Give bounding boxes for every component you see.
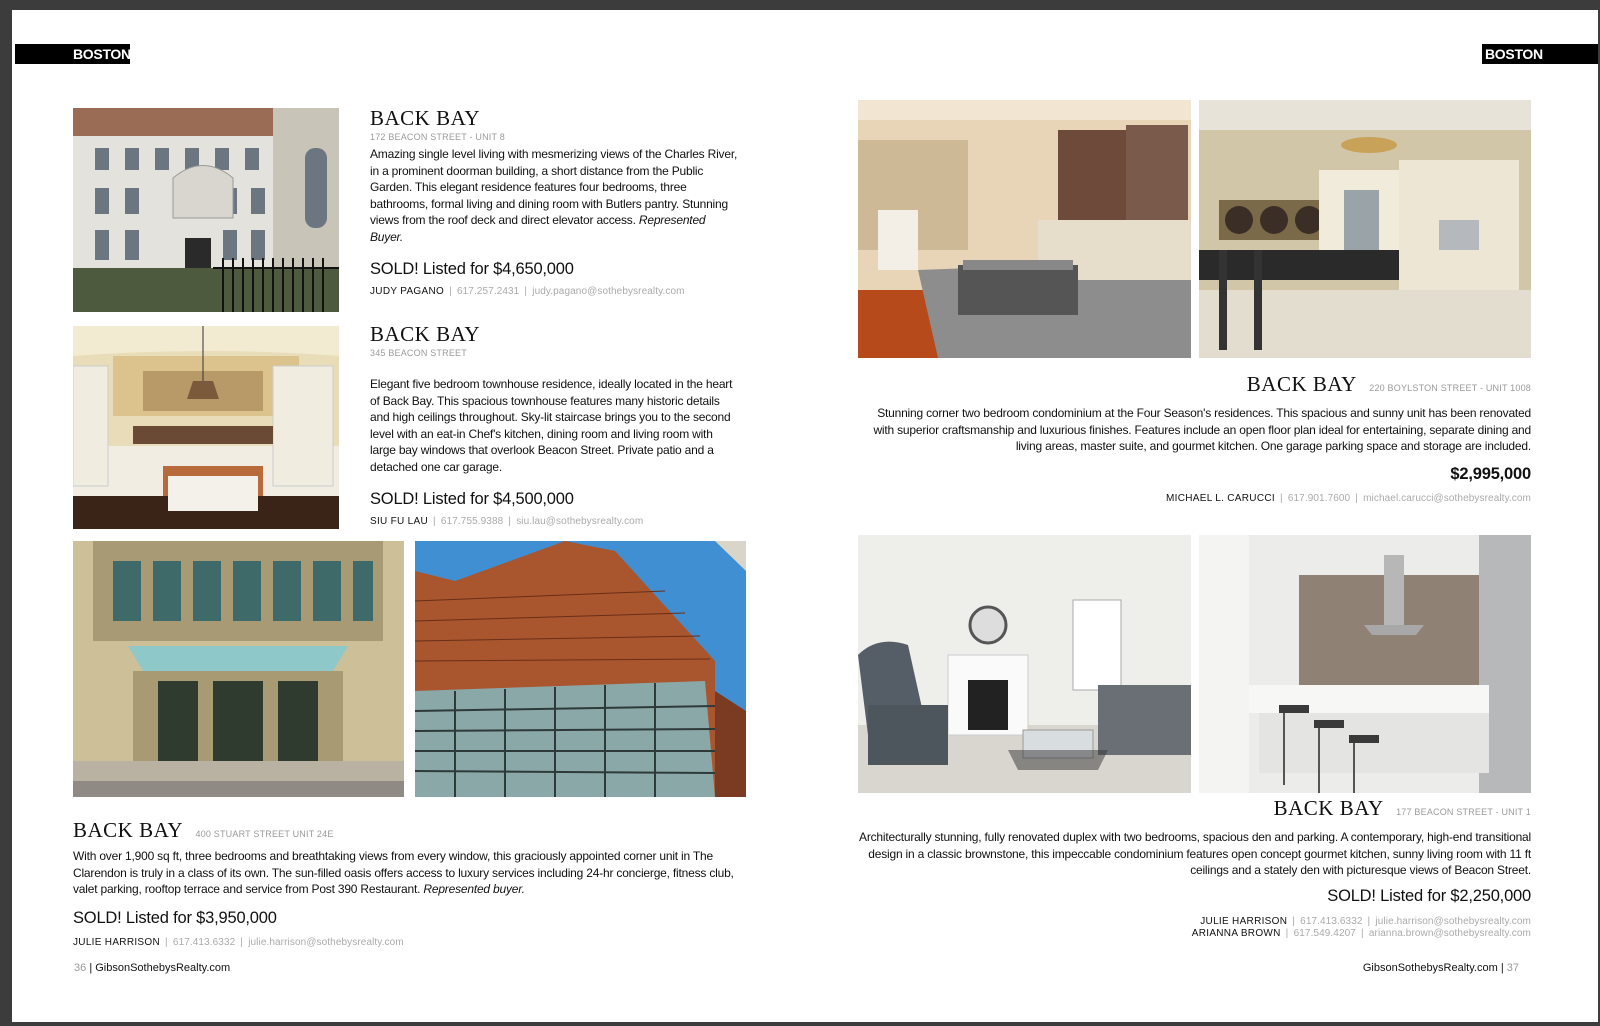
agent-name: MICHAEL L. CARUCCI	[1166, 492, 1275, 504]
footer-site-link[interactable]: GibsonSothebysRealty.com	[95, 962, 231, 974]
listing-2-agent: SIU FU LAU | 617.755.9388 | siu.lau@sothebysrealty.com	[370, 515, 644, 527]
agent-email[interactable]: arianna.brown@sothebysrealty.com	[1368, 927, 1531, 939]
footer-divider: |	[1500, 962, 1504, 974]
listing-3-title: BACK BAY	[73, 818, 184, 842]
listing-4-description: Stunning corner two bedroom condominium at the Four Season's residences. This spacious and sunny unit has been renovated with superior craftsmanship and luxurious finishes. Features include an open floor plan ideal for entertaining, separate dining and living areas, master suite, and gourmet kitchen. One garage parking space and storage are included.	[873, 406, 1531, 454]
listing-1-price: SOLD! Listed for $4,650,000	[370, 259, 574, 278]
agent-phone: 617.755.9388	[440, 515, 504, 527]
listing-3-price: SOLD! Listed for $3,950,000	[73, 908, 277, 927]
section-tag-right: BOSTON	[1482, 44, 1598, 64]
agent-name: ARIANNA BROWN	[1191, 927, 1281, 939]
page-sheet	[12, 10, 1598, 1022]
listing-3-address: 400 STUART STREET UNIT 24E	[195, 829, 334, 839]
listing-4-photo-kitchen	[1199, 100, 1531, 358]
listing-5-photo-living	[858, 535, 1191, 793]
listing-2-photo-kitchen	[73, 326, 339, 529]
listing-1-address: 172 BEACON STREET - UNIT 8	[370, 132, 505, 142]
listing-4-price: $2,995,000	[1450, 464, 1531, 483]
listing-1-photo-building	[73, 108, 339, 312]
agent-phone: 617.549.4207	[1293, 927, 1356, 939]
footer-divider: |	[89, 962, 93, 974]
agent-phone: 617.413.6332	[1300, 915, 1363, 927]
listing-5-price: SOLD! Listed for $2,250,000	[1327, 886, 1531, 905]
agent-name: SIU FU LAU	[370, 515, 429, 527]
listing-1-title: BACK BAY	[370, 106, 481, 130]
agent-phone: 617.413.6332	[172, 936, 236, 948]
listing-4-agent: MICHAEL L. CARUCCI | 617.901.7600 | michael.carucci@sothebysrealty.com	[1166, 492, 1531, 504]
listing-3-text	[73, 818, 748, 948]
agent-name: JULIE HARRISON	[1200, 915, 1288, 927]
listing-3-photo-tower	[415, 541, 746, 797]
agent-phone: 617.901.7600	[1287, 492, 1351, 504]
listing-5-photo-kitchen	[1199, 535, 1531, 793]
listing-2-price: SOLD! Listed for $4,500,000	[370, 489, 574, 508]
listing-3-description: With over 1,900 sq ft, three bedrooms and breathtaking views from every window, this graciously appointed corner unit in The Clarendon is truly in a class of its own. The sun-filled oasis offers access to luxury services including 24-hr concierge, fitness club, valet parking, rooftop terrace and service from Post 390 Restaurant. Represented buyer.	[73, 849, 734, 897]
listing-5-agent-1: JULIE HARRISON | 617.413.6332 | julie.harrison@sothebysrealty.com	[1200, 915, 1531, 927]
footer-left	[74, 962, 230, 974]
listing-1-description: Amazing single level living with mesmerizing views of the Charles River, in a prominent doorman building, a short distance from the Public Garden. This elegant residence features four bedrooms, three bathrooms, formal living and dining room with Butlers pantry. Stunning views from the roof deck and direct elevator access. Represented Buyer.	[370, 147, 738, 244]
page-number-right: 37	[1506, 962, 1519, 974]
listing-1-text	[370, 106, 740, 297]
listing-2-title: BACK BAY	[370, 322, 481, 346]
listing-4-text	[858, 372, 1531, 504]
page-number-left: 36	[74, 962, 87, 974]
listing-1-agent: JUDY PAGANO | 617.257.2431 | judy.pagano@sothebysrealty.com	[370, 285, 685, 297]
listing-5-description: Architecturally stunning, fully renovated duplex with two bedrooms, spacious den and parking. A contemporary, high-end transitional design in a classic brownstone, this impeccable condominium features open concept gourmet kitchen, sunny living room with 11 ft ceilings and a stately den with picturesque views of Beacon Street.	[859, 830, 1531, 878]
agent-name: JULIE HARRISON	[73, 936, 160, 948]
listing-5-title: BACK BAY	[1273, 796, 1384, 820]
agent-email[interactable]: julie.harrison@sothebysrealty.com	[1375, 915, 1531, 927]
agent-name: JUDY PAGANO	[370, 285, 445, 297]
listing-5-address: 177 BEACON STREET - UNIT 1	[1396, 807, 1531, 817]
section-tag-left: BOSTON	[15, 44, 130, 64]
listing-5-text	[858, 796, 1531, 939]
listing-4-title: BACK BAY	[1246, 372, 1357, 396]
listing-5-agent-2: ARIANNA BROWN | 617.549.4207 | arianna.brown@sothebysrealty.com	[1191, 927, 1531, 939]
agent-phone: 617.257.2431	[456, 285, 520, 297]
listing-4-address: 220 BOYLSTON STREET - UNIT 1008	[1369, 383, 1531, 393]
listing-3-photo-entrance	[73, 541, 404, 797]
footer-right	[1363, 962, 1519, 974]
agent-email[interactable]: michael.carucci@sothebysrealty.com	[1363, 492, 1531, 504]
listing-2-text	[370, 322, 740, 527]
listing-3-agent: JULIE HARRISON | 617.413.6332 | julie.harrison@sothebysrealty.com	[73, 936, 404, 948]
agent-email[interactable]: julie.harrison@sothebysrealty.com	[248, 936, 404, 948]
agent-email[interactable]: siu.lau@sothebysrealty.com	[516, 515, 644, 527]
listing-2-address: 345 BEACON STREET	[370, 348, 467, 358]
agent-email[interactable]: judy.pagano@sothebysrealty.com	[532, 285, 685, 297]
listing-2-description: Elegant five bedroom townhouse residence, ideally located in the heart of Back Bay. This spacious townhouse features many historic details and high ceilings throughout. Sky-lit staircase brings you to the second level with an eat-in Chef's kitchen, dining room and living room with large bay windows that overlook Beacon Street. Private patio and a detached one car garage.	[370, 377, 733, 474]
footer-site-link[interactable]: GibsonSothebysRealty.com	[1362, 962, 1498, 974]
listing-4-photo-living	[858, 100, 1191, 358]
